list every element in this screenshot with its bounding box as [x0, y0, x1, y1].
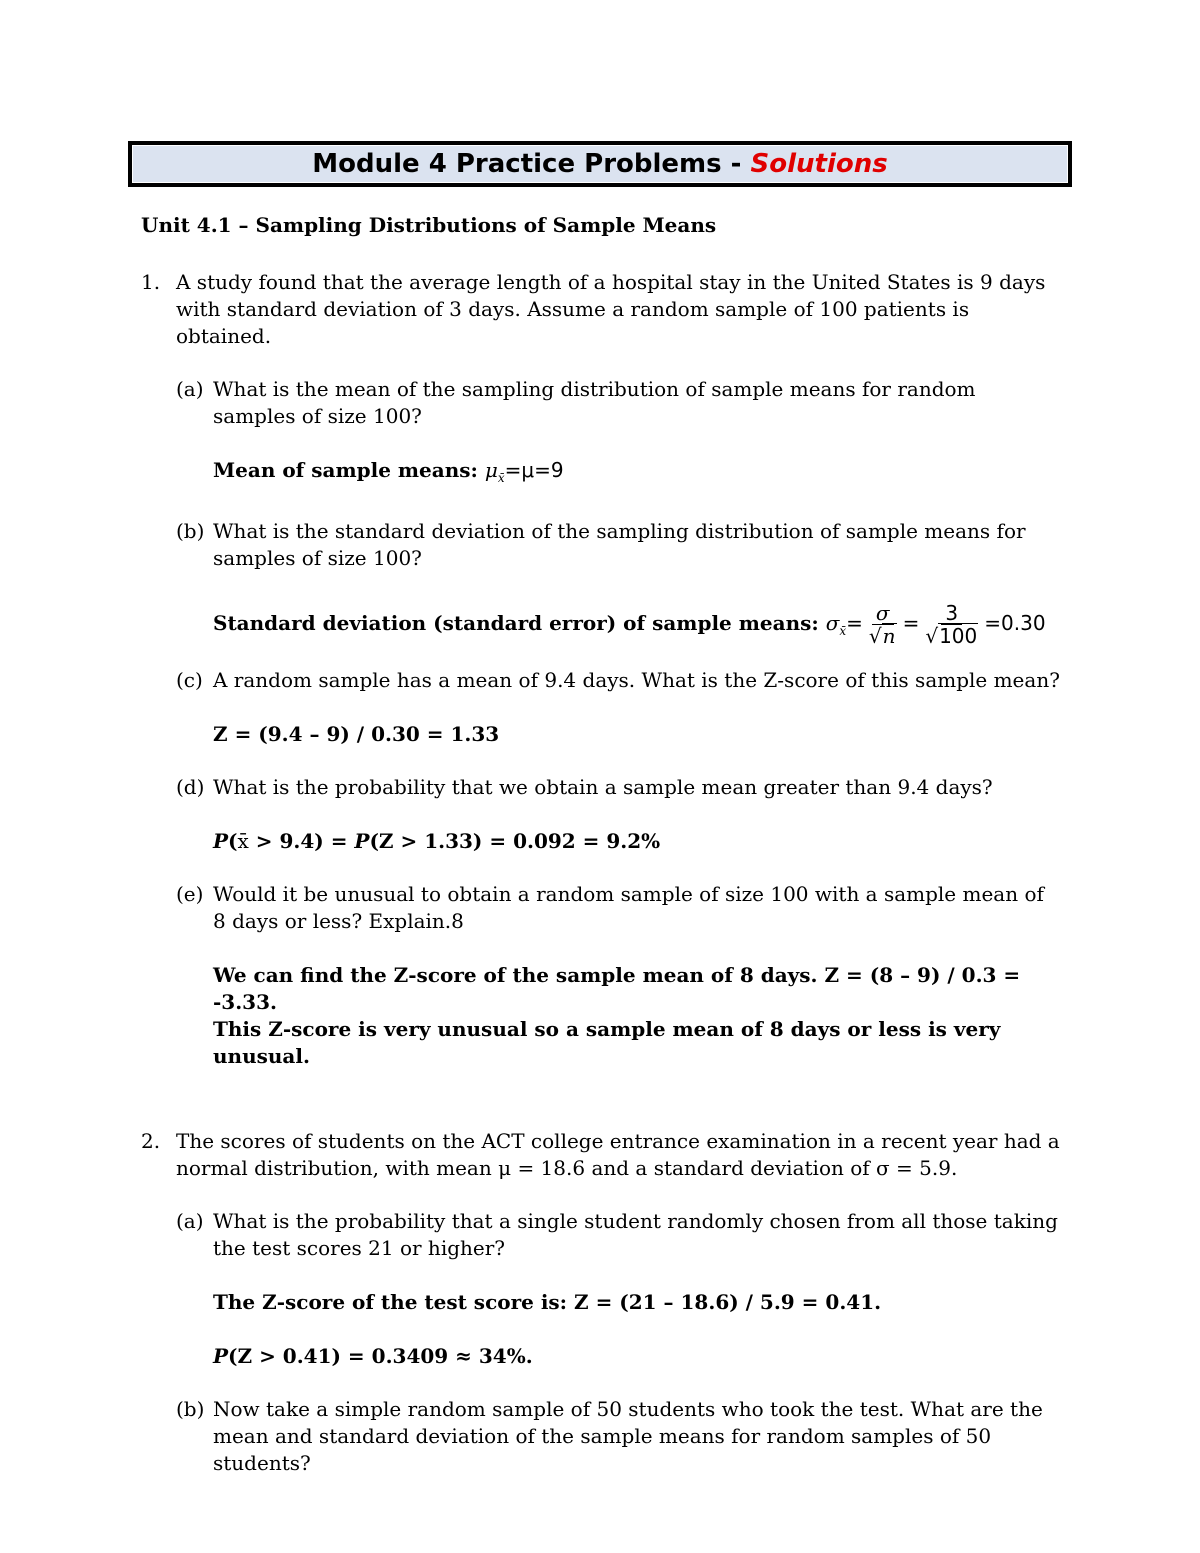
part-question: What is the probability that a single student randomly chosen from all those taking the test scores 21 or higher?: [213, 1209, 1058, 1260]
answer-label: Standard deviation (standard error) of sample means:: [213, 611, 826, 635]
title-box: [128, 141, 1072, 187]
answer-2a-zscore: The Z-score of the test score is: Z = (21 – 18.6) / 5.9 = 0.41.: [213, 1290, 882, 1314]
problem-number: 2.: [141, 1129, 161, 1153]
problem-1: [141, 269, 1061, 350]
answer-1c: Z = (9.4 – 9) / 0.30 = 1.33: [213, 722, 500, 746]
part-question: What is the standard deviation of the sampling distribution of sample means for samples of size 100?: [213, 519, 1026, 570]
answer-math: =μ=9: [504, 458, 564, 482]
answer-1e: [213, 962, 1061, 1070]
answer-line-2: This Z-score is very unusual so a sample mean of 8 days or less is very unusual.: [213, 1017, 1001, 1068]
answer-2a-probability: P(Z > 0.41) = 0.3409 ≈ 34%.: [213, 1344, 533, 1368]
part-label: (b): [176, 1397, 205, 1421]
answer-1a: Mean of sample means: $\mu_{x̄}=\mu=9$: [213, 458, 564, 485]
fraction-3-over-root-100: $\frac{3}{√100}$: [925, 601, 978, 648]
title-accent: Solutions: [750, 149, 888, 179]
problem-text: The scores of students on the ACT college entrance examination in a recent year had a normal distribution, with mean μ = 18.6 and a standard deviation of σ = 5.9.: [176, 1129, 1060, 1180]
problem-2: [141, 1128, 1061, 1182]
part-question: What is the mean of the sampling distribution of sample means for random samples of size 100?: [213, 377, 976, 428]
answer-label: Mean of sample means:: [213, 458, 485, 482]
part-question: A random sample has a mean of 9.4 days. What is the Z-score of this sample mean?: [213, 668, 1060, 692]
part-label: (d): [176, 775, 205, 799]
part-label: (b): [176, 519, 205, 543]
answer-1b: Standard deviation (standard error) of sample means: $\sigma_{x̄}=$ $\frac{\sigma}{√n}$ = $\frac{3}{√100}$ =0.30: [213, 601, 1046, 648]
part-1b: [176, 518, 1061, 572]
part-2b: [176, 1396, 1061, 1477]
part-1c: [176, 667, 1061, 694]
answer-line-1: We can find the Z-score of the sample mean of 8 days. Z = (8 – 9) / 0.3 = -3.33.: [213, 963, 1021, 1014]
part-2a: [176, 1208, 1061, 1262]
part-question: Would it be unusual to obtain a random sample of size 100 with a sample mean of 8 days or less? Explain.8: [213, 882, 1044, 933]
answer-result: =0.30: [984, 611, 1046, 635]
part-1e: [176, 881, 1061, 935]
problem-number: 1.: [141, 270, 161, 294]
part-label: (a): [176, 377, 204, 401]
title-main: Module 4 Practice Problems -: [312, 149, 751, 179]
part-label: (c): [176, 668, 203, 692]
part-question: What is the probability that we obtain a sample mean greater than 9.4 days?: [213, 775, 993, 799]
part-label: (a): [176, 1209, 204, 1233]
unit-heading: Unit 4.1 – Sampling Distributions of Sample Means: [141, 213, 717, 237]
part-label: (e): [176, 882, 204, 906]
answer-1d: P(x̄ > 9.4) = P(Z > 1.33) = 0.092 = 9.2%: [213, 829, 661, 853]
fraction-sigma-over-root-n: $\frac{\sigma}{√n}$: [868, 601, 896, 648]
document-body: [141, 212, 1061, 1477]
part-1d: [176, 774, 1061, 801]
part-question: Now take a simple random sample of 50 students who took the test. What are the mean and standard deviation of the sample means for random samples of 50 students?: [213, 1397, 1043, 1475]
problem-text: A study found that the average length of a hospital stay in the United States is 9 days with standard deviation of 3 days. Assume a random sample of 100 patients is obtained.: [176, 270, 1046, 348]
part-1a: [176, 376, 1061, 430]
